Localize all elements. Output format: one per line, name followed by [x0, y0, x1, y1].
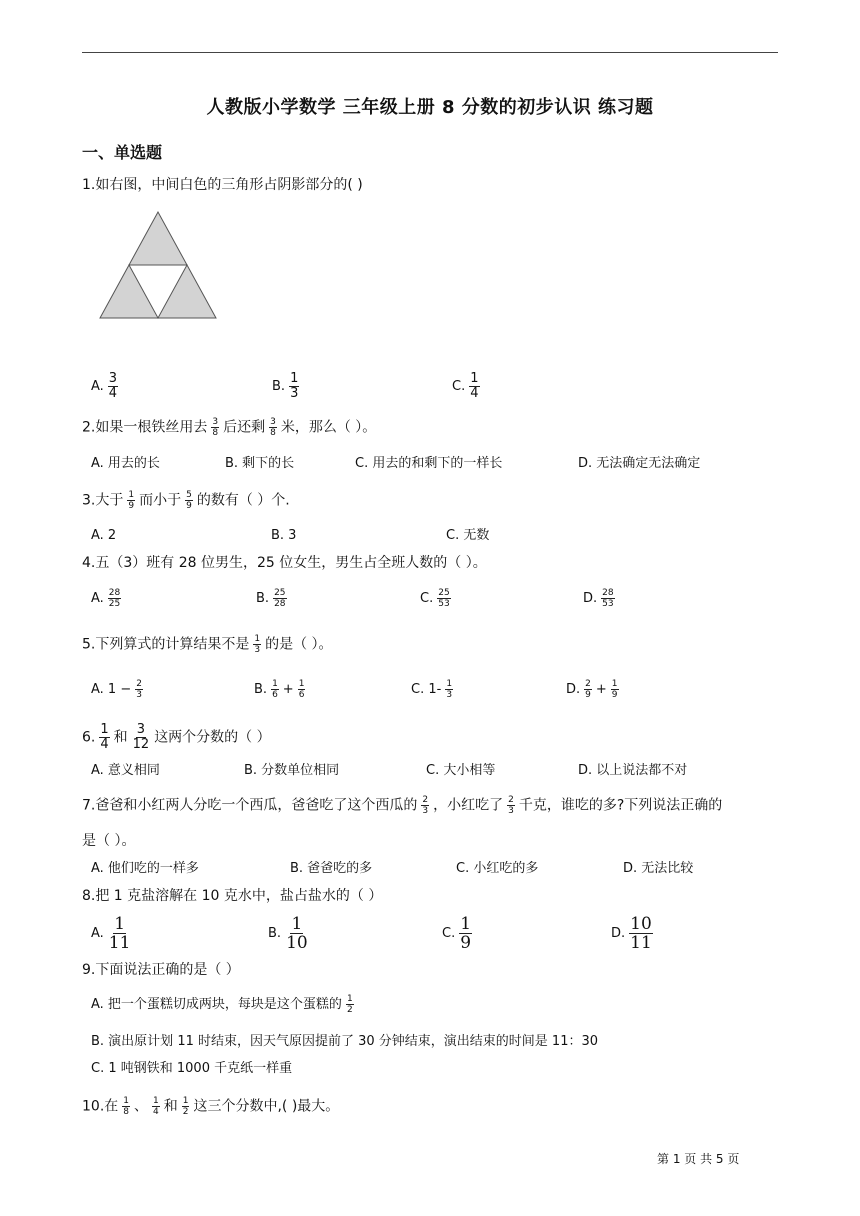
q9-option-b[interactable]: B. 演出原计划 11 时结束，因天气原因提前了 30 分钟结束，演出结束的时间是 11：30: [91, 1034, 599, 1049]
question-4-text: 4.五（3）班有 28 位男生，25 位女生，男生占全班人数的（ ）。: [82, 555, 487, 571]
q6-option-b[interactable]: B. 分数单位相同: [244, 763, 340, 778]
q3-option-b[interactable]: B. 3: [271, 528, 297, 543]
section-title: 一、单选题: [82, 143, 163, 162]
q9-option-c[interactable]: C. 1 吨钢铁和 1000 千克纸一样重: [91, 1061, 293, 1076]
question-2-text: 2.如果一根铁丝用去 $\frac{3}{8}$ 后还剩 $\frac{3}{8}$ 米，那么（ ）。: [82, 417, 377, 438]
question-7-line2: 是（ ）。: [82, 833, 136, 849]
question-1-text: 1.如右图，中间白色的三角形占阴影部分的( ): [82, 177, 363, 193]
question-8-text: 8.把 1 克盐溶解在 10 克水中，盐占盐水的（ ）: [82, 888, 383, 904]
question-3-text: 3.大于 $\frac{1}{9}$ 而小于 $\frac{5}{9}$ 的数有（ ）个.: [82, 490, 290, 511]
header-rule: [82, 52, 778, 53]
page-footer: 第 1 页 共 5 页: [657, 1152, 740, 1166]
page-title: 人教版小学数学 三年级上册 8 分数的初步认识 练习题: [206, 97, 654, 118]
question-7-text: 7.爸爸和小红两人分吃一个西瓜，爸爸吃了这个西瓜的 $\frac{2}{3}$ ，小红吃了 $\frac{2}{3}$ 千克，谁吃的多?下列说法正确的: [82, 795, 723, 816]
q5-option-b[interactable]: B. $\frac{1}{6}$ + $\frac{1}{6}$: [254, 679, 305, 700]
q8-option-c[interactable]: C. $\frac{1}{9}$: [442, 914, 472, 953]
q4-option-d[interactable]: D. $\frac{28}{53}$: [583, 588, 614, 609]
q4-option-c[interactable]: C. $\frac{25}{53}$: [420, 588, 450, 609]
q2-option-b[interactable]: B. 剩下的长: [225, 456, 295, 471]
q5-option-d[interactable]: D. $\frac{2}{9}$ + $\frac{1}{9}$: [566, 679, 618, 700]
q7-option-a[interactable]: A. 他们吃的一样多: [91, 861, 199, 876]
q6-option-c[interactable]: C. 大小相等: [426, 763, 496, 778]
q3-option-c[interactable]: C. 无数: [446, 528, 490, 543]
q7-option-c[interactable]: C. 小红吃的多: [456, 861, 539, 876]
q5-option-a[interactable]: A. 1 − $\frac{2}{3}$: [91, 679, 142, 700]
q1-option-a[interactable]: A. $\frac{3}{4}$: [91, 371, 118, 401]
q5-option-c[interactable]: C. 1- $\frac{1}{3}$: [411, 679, 453, 700]
q1-option-c[interactable]: C. $\frac{1}{4}$: [452, 371, 479, 401]
q8-option-d[interactable]: D. $\frac{10}{11}$: [611, 914, 652, 953]
q1-option-b[interactable]: B. $\frac{1}{3}$: [272, 371, 299, 401]
q2-option-c[interactable]: C. 用去的和剩下的一样长: [355, 456, 503, 471]
q7-option-d[interactable]: D. 无法比较: [623, 861, 694, 876]
q2-option-a[interactable]: A. 用去的长: [91, 456, 160, 471]
question-6-text: 6. $\frac{1}{4}$ 和 $\frac{3}{12}$ 这两个分数的（ ）: [82, 722, 271, 752]
question-9-text: 9.下面说法正确的是（ ）: [82, 962, 240, 978]
q6-option-d[interactable]: D. 以上说法都不对: [578, 763, 688, 778]
q9-option-a[interactable]: A. 把一个蛋糕切成两块，每块是这个蛋糕的 $\frac{1}{2}$: [91, 994, 353, 1015]
q7-option-b[interactable]: B. 爸爸吃的多: [290, 861, 373, 876]
q2-option-d[interactable]: D. 无法确定无法确定: [578, 456, 701, 471]
q8-option-a[interactable]: A. $\frac{1}{11}$: [91, 914, 131, 953]
triangle-figure: [96, 208, 220, 322]
q3-option-a[interactable]: A. 2: [91, 528, 117, 543]
q4-option-b[interactable]: B. $\frac{25}{28}$: [256, 588, 286, 609]
question-5-text: 5.下列算式的计算结果不是 $\frac{1}{3}$ 的是（ ）。: [82, 634, 333, 655]
q8-option-b[interactable]: B. $\frac{1}{10}$: [268, 914, 308, 953]
q6-option-a[interactable]: A. 意义相同: [91, 763, 160, 778]
q4-option-a[interactable]: A. $\frac{28}{25}$: [91, 588, 121, 609]
question-10-text: 10.在 $\frac{1}{8}$ 、 $\frac{1}{4}$ 和 $\frac{1}{2}$ 这三个分数中,( )最大。: [82, 1096, 340, 1117]
